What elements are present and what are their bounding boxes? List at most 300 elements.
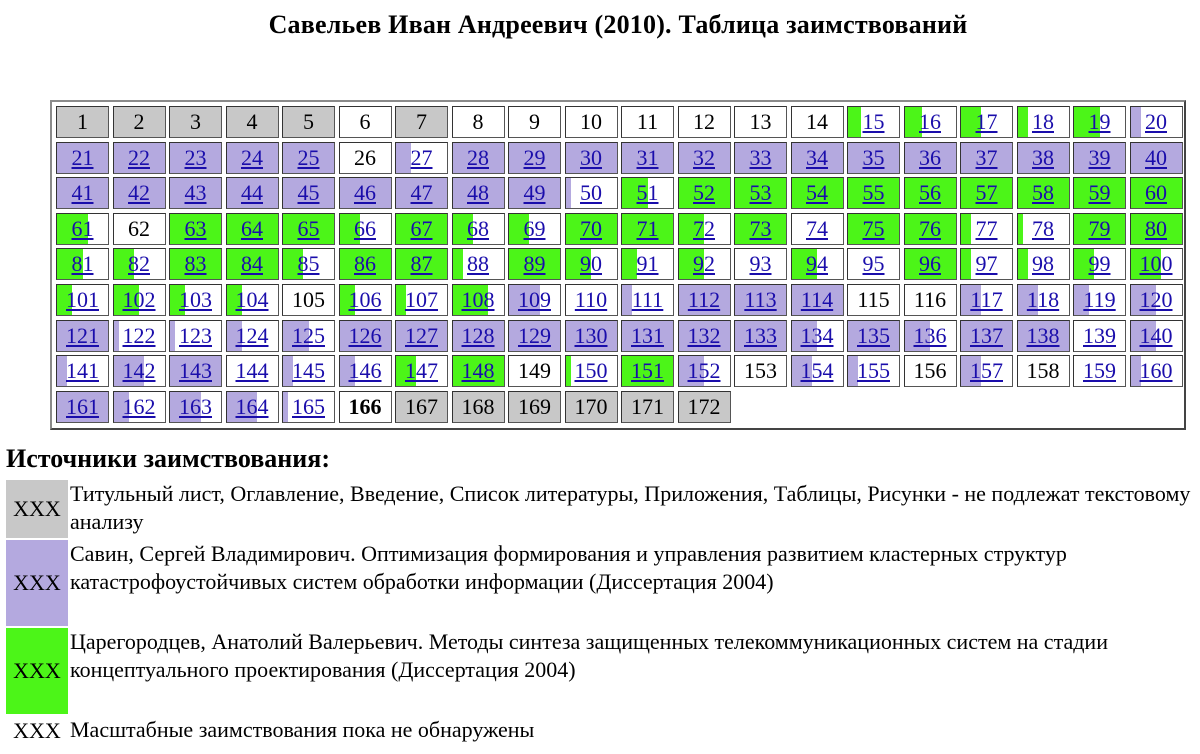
page-cell-117[interactable] xyxy=(960,284,1013,316)
page-number: 117 xyxy=(970,286,1003,312)
page-cell-137[interactable] xyxy=(960,320,1013,352)
page-cell-27[interactable] xyxy=(395,142,448,174)
page-cell-169 xyxy=(508,391,561,423)
page-number: 13 xyxy=(749,109,772,134)
page-number: 129 xyxy=(518,322,551,348)
legend-item-excluded xyxy=(6,480,1196,538)
page-number: 143 xyxy=(179,358,212,384)
page-cell-140[interactable] xyxy=(1130,320,1183,352)
page-number: 146 xyxy=(348,358,382,384)
page-cell-122[interactable] xyxy=(113,320,166,352)
page-number: 151 xyxy=(631,358,664,384)
page-number: 16 xyxy=(919,109,941,134)
page-cell-160[interactable] xyxy=(1130,355,1183,387)
page-number: 130 xyxy=(574,322,608,348)
page-cell-165[interactable] xyxy=(282,391,335,423)
page-number: 116 xyxy=(913,286,947,312)
pages-grid xyxy=(56,106,1184,423)
page-number: 10 xyxy=(580,109,602,134)
page-number: 100 xyxy=(1139,251,1173,277)
page-cell-30[interactable] xyxy=(565,142,618,174)
page-number: 168 xyxy=(461,393,495,419)
page-cell-120[interactable] xyxy=(1130,284,1183,316)
page-number: 17 xyxy=(975,109,998,134)
page-number: 44 xyxy=(241,180,263,206)
page-cell-28[interactable] xyxy=(452,142,505,174)
page-cell-16[interactable] xyxy=(904,106,957,138)
page-number: 169 xyxy=(518,393,551,419)
page-number: 67 xyxy=(410,215,433,241)
page-cell-59[interactable] xyxy=(1073,177,1126,209)
page-number: 5 xyxy=(303,109,314,134)
page-cell-164[interactable] xyxy=(226,391,279,423)
page-number: 98 xyxy=(1032,251,1054,277)
page-number: 18 xyxy=(1032,109,1054,134)
page-number: 144 xyxy=(235,358,269,384)
page-cell-2 xyxy=(113,106,166,138)
page-number: 21 xyxy=(71,144,94,170)
page-number: 82 xyxy=(128,251,150,277)
page-cell-148[interactable] xyxy=(452,355,505,387)
page-cell-34[interactable] xyxy=(791,142,844,174)
legend-swatch-gray: XXX xyxy=(6,480,68,538)
page-number: 87 xyxy=(410,251,433,277)
page-cell-130[interactable] xyxy=(565,320,618,352)
page-number: 40 xyxy=(1145,144,1167,170)
page-number: 46 xyxy=(354,180,376,206)
page-cell-125[interactable] xyxy=(282,320,335,352)
page-number: 80 xyxy=(1145,215,1167,241)
page-number: 154 xyxy=(800,358,834,384)
page-cell-106[interactable] xyxy=(339,284,392,316)
page-cell-95[interactable] xyxy=(847,248,900,280)
page-cell-103[interactable] xyxy=(169,284,222,316)
page-number: 60 xyxy=(1145,180,1167,206)
page-cell-20[interactable] xyxy=(1130,106,1183,138)
page-number: 135 xyxy=(857,322,890,348)
page-number: 70 xyxy=(580,215,602,241)
page-cell-83[interactable] xyxy=(169,248,222,280)
legend-swatch-green: XXX xyxy=(6,628,68,714)
borrow-fill xyxy=(170,321,175,351)
page-number: 31 xyxy=(636,144,659,170)
page-cell-49[interactable] xyxy=(508,177,561,209)
page-cell-31[interactable] xyxy=(621,142,674,174)
page-number: 66 xyxy=(354,215,376,241)
page-number: 165 xyxy=(292,393,325,419)
borrow-fill xyxy=(1131,107,1141,137)
page-number: 52 xyxy=(693,180,715,206)
page-cell-147[interactable] xyxy=(395,355,448,387)
legend-item-source-taregorodtsev xyxy=(6,628,1196,714)
borrow-fill xyxy=(114,321,119,351)
page-number: 142 xyxy=(122,358,156,384)
page-cell-19[interactable] xyxy=(1073,106,1126,138)
page-cell-121[interactable] xyxy=(56,320,109,352)
page-number: 120 xyxy=(1139,286,1173,312)
page-number: 123 xyxy=(179,322,212,348)
page-cell-68[interactable] xyxy=(452,213,505,245)
page-number: 126 xyxy=(348,322,382,348)
page-cell-58[interactable] xyxy=(1017,177,1070,209)
page-number: 167 xyxy=(405,393,438,419)
page-cell-32[interactable] xyxy=(678,142,731,174)
page-cell-172 xyxy=(678,391,731,423)
page-number: 136 xyxy=(913,322,947,348)
page-number: 153 xyxy=(744,358,777,384)
page-number: 72 xyxy=(693,215,715,241)
page-cell-115 xyxy=(847,284,900,316)
page-cell-61[interactable] xyxy=(56,213,109,245)
page-number: 68 xyxy=(467,215,489,241)
borrow-fill xyxy=(396,143,411,173)
page-number: 124 xyxy=(235,322,269,348)
page-cell-167 xyxy=(395,391,448,423)
page-cell-85[interactable] xyxy=(282,248,335,280)
page-number: 171 xyxy=(631,393,664,419)
page-cell-44[interactable] xyxy=(226,177,279,209)
page-cell-123[interactable] xyxy=(169,320,222,352)
page-cell-78[interactable] xyxy=(1017,213,1070,245)
page-number: 22 xyxy=(128,144,150,170)
page-number: 61 xyxy=(71,215,94,241)
page-cell-18[interactable] xyxy=(1017,106,1070,138)
page-cell-42[interactable] xyxy=(113,177,166,209)
page-cell-72[interactable] xyxy=(678,213,731,245)
page-cell-133[interactable] xyxy=(734,320,787,352)
page-cell-146[interactable] xyxy=(339,355,392,387)
page-number: 65 xyxy=(297,215,320,241)
page-number: 75 xyxy=(862,215,885,241)
page-number: 27 xyxy=(410,144,433,170)
page-cell-94[interactable] xyxy=(791,248,844,280)
page-number: 152 xyxy=(687,358,721,384)
legend-text: Царегородцев, Анатолий Валерьевич. Методы синтеза защищенных телекоммуникационных систем на стадии концептуального проектирования (Диссертация 2004) xyxy=(70,629,1108,682)
page-number: 23 xyxy=(184,144,207,170)
borrow-fill xyxy=(961,214,971,244)
page-cell-25[interactable] xyxy=(282,142,335,174)
page-cell-153 xyxy=(734,355,787,387)
page-cell-98[interactable] xyxy=(1017,248,1070,280)
page-number: 139 xyxy=(1083,322,1116,348)
page-cell-105 xyxy=(282,284,335,316)
page-cell-47[interactable] xyxy=(395,177,448,209)
page-number: 33 xyxy=(749,144,772,170)
page-cell-62 xyxy=(113,213,166,245)
page-cell-55[interactable] xyxy=(847,177,900,209)
page-number: 3 xyxy=(190,109,201,134)
page-cell-104[interactable] xyxy=(226,284,279,316)
page-number: 96 xyxy=(919,251,941,277)
page-cell-6 xyxy=(339,106,392,138)
page-cell-39[interactable] xyxy=(1073,142,1126,174)
page-number: 42 xyxy=(128,180,150,206)
page-number: 63 xyxy=(184,215,207,241)
page-number: 64 xyxy=(241,215,263,241)
page-number: 94 xyxy=(806,251,828,277)
page-cell-112[interactable] xyxy=(678,284,731,316)
page-cell-63[interactable] xyxy=(169,213,222,245)
page-cell-100[interactable] xyxy=(1130,248,1183,280)
page-number: 58 xyxy=(1032,180,1054,206)
page-cell-67[interactable] xyxy=(395,213,448,245)
page-cell-37[interactable] xyxy=(960,142,1013,174)
page-cell-113[interactable] xyxy=(734,284,787,316)
page-number: 164 xyxy=(235,393,269,419)
page-cell-66[interactable] xyxy=(339,213,392,245)
page-cell-119[interactable] xyxy=(1073,284,1126,316)
page-cell-41[interactable] xyxy=(56,177,109,209)
page-cell-52[interactable] xyxy=(678,177,731,209)
page-cell-99[interactable] xyxy=(1073,248,1126,280)
page-number: 160 xyxy=(1139,358,1173,384)
page-cell-50[interactable] xyxy=(565,177,618,209)
borrow-fill xyxy=(1018,214,1023,244)
page-number: 101 xyxy=(66,286,99,312)
page-cell-118[interactable] xyxy=(1017,284,1070,316)
legend-item-none xyxy=(6,716,1196,746)
page-number: 162 xyxy=(122,393,156,419)
page-cell-51[interactable] xyxy=(621,177,674,209)
page-cell-77[interactable] xyxy=(960,213,1013,245)
page-number: 34 xyxy=(806,144,828,170)
page-number: 128 xyxy=(461,322,495,348)
page-cell-10 xyxy=(565,106,618,138)
page-cell-129[interactable] xyxy=(508,320,561,352)
page-number: 57 xyxy=(975,180,998,206)
page-cell-81[interactable] xyxy=(56,248,109,280)
page-cell-5 xyxy=(282,106,335,138)
page-cell-53[interactable] xyxy=(734,177,787,209)
page-number: 9 xyxy=(529,109,540,134)
page-number: 25 xyxy=(297,144,320,170)
page-number: 158 xyxy=(1026,358,1060,384)
page-cell-56[interactable] xyxy=(904,177,957,209)
page-cell-132[interactable] xyxy=(678,320,731,352)
page-cell-102[interactable] xyxy=(113,284,166,316)
borrow-fill xyxy=(566,178,571,208)
page-cell-70[interactable] xyxy=(565,213,618,245)
page-cell-157[interactable] xyxy=(960,355,1013,387)
page-number: 37 xyxy=(975,144,998,170)
page-cell-111[interactable] xyxy=(621,284,674,316)
page-cell-143[interactable] xyxy=(169,355,222,387)
legend-heading: Источники заимствования: xyxy=(6,444,330,473)
page-number: 76 xyxy=(919,215,941,241)
page-cell-108[interactable] xyxy=(452,284,505,316)
page-cell-93[interactable] xyxy=(734,248,787,280)
page-cell-141[interactable] xyxy=(56,355,109,387)
page-cell-76[interactable] xyxy=(904,213,957,245)
page-cell-155[interactable] xyxy=(847,355,900,387)
page-cell-152[interactable] xyxy=(678,355,731,387)
page-number: 73 xyxy=(749,215,772,241)
page-cell-46[interactable] xyxy=(339,177,392,209)
page-cell-73[interactable] xyxy=(734,213,787,245)
page-cell-87[interactable] xyxy=(395,248,448,280)
page-number: 133 xyxy=(744,322,777,348)
page-cell-156 xyxy=(904,355,957,387)
page-cell-57[interactable] xyxy=(960,177,1013,209)
page-number: 38 xyxy=(1032,144,1054,170)
page-number: 155 xyxy=(857,358,890,384)
page-cell-114[interactable] xyxy=(791,284,844,316)
page-cell-154[interactable] xyxy=(791,355,844,387)
page-cell-92[interactable] xyxy=(678,248,731,280)
page-cell-8 xyxy=(452,106,505,138)
page-cell-116 xyxy=(904,284,957,316)
page-cell-163[interactable] xyxy=(169,391,222,423)
page-cell-45[interactable] xyxy=(282,177,335,209)
page-cell-107[interactable] xyxy=(395,284,448,316)
page-cell-71[interactable] xyxy=(621,213,674,245)
page-cell-12 xyxy=(678,106,731,138)
page-cell-150[interactable] xyxy=(565,355,618,387)
page-cell-23[interactable] xyxy=(169,142,222,174)
page-cell-69[interactable] xyxy=(508,213,561,245)
page-cell-22[interactable] xyxy=(113,142,166,174)
page-cell-126[interactable] xyxy=(339,320,392,352)
page-number: 97 xyxy=(975,251,998,277)
page-cell-131[interactable] xyxy=(621,320,674,352)
page-cell-60[interactable] xyxy=(1130,177,1183,209)
page-number: 166 xyxy=(348,393,382,419)
page-number: 12 xyxy=(693,109,715,134)
page-cell-17[interactable] xyxy=(960,106,1013,138)
page-cell-35[interactable] xyxy=(847,142,900,174)
page-cell-64[interactable] xyxy=(226,213,279,245)
page-cell-97[interactable] xyxy=(960,248,1013,280)
page-cell-159[interactable] xyxy=(1073,355,1126,387)
page-cell-101[interactable] xyxy=(56,284,109,316)
page-cell-4 xyxy=(226,106,279,138)
borrow-fill xyxy=(283,392,288,422)
page-number: 149 xyxy=(518,358,551,384)
page-number: 83 xyxy=(184,251,207,277)
page-number: 109 xyxy=(518,286,551,312)
page-number: 157 xyxy=(970,358,1003,384)
page-number: 49 xyxy=(523,180,546,206)
borrow-fill xyxy=(1018,249,1028,279)
page-number: 56 xyxy=(919,180,941,206)
page-cell-89[interactable] xyxy=(508,248,561,280)
page-number: 118 xyxy=(1026,286,1060,312)
page-number: 107 xyxy=(405,286,438,312)
page-cell-40[interactable] xyxy=(1130,142,1183,174)
page-number: 125 xyxy=(292,322,325,348)
page-number: 55 xyxy=(862,180,885,206)
page-cell-151[interactable] xyxy=(621,355,674,387)
page-cell-90[interactable] xyxy=(565,248,618,280)
page-number: 111 xyxy=(631,286,664,312)
page-cell-84[interactable] xyxy=(226,248,279,280)
page-cell-110[interactable] xyxy=(565,284,618,316)
page-cell-38[interactable] xyxy=(1017,142,1070,174)
page-cell-82[interactable] xyxy=(113,248,166,280)
page-cell-124[interactable] xyxy=(226,320,279,352)
page-number: 43 xyxy=(184,180,207,206)
page-cell-48[interactable] xyxy=(452,177,505,209)
page-cell-109[interactable] xyxy=(508,284,561,316)
page-number: 119 xyxy=(1083,286,1116,312)
page-cell-128[interactable] xyxy=(452,320,505,352)
page-cell-158 xyxy=(1017,355,1070,387)
page-cell-139[interactable] xyxy=(1073,320,1126,352)
page-cell-136[interactable] xyxy=(904,320,957,352)
page-cell-142[interactable] xyxy=(113,355,166,387)
page-number: 4 xyxy=(246,109,258,134)
page-number: 150 xyxy=(574,358,608,384)
page-cell-79[interactable] xyxy=(1073,213,1126,245)
page-number: 71 xyxy=(636,215,659,241)
page-cell-74[interactable] xyxy=(791,213,844,245)
page-cell-96[interactable] xyxy=(904,248,957,280)
page-cell-88[interactable] xyxy=(452,248,505,280)
page-cell-80[interactable] xyxy=(1130,213,1183,245)
page-number: 8 xyxy=(472,109,484,134)
page-number: 122 xyxy=(122,322,156,348)
page-cell-1 xyxy=(56,106,109,138)
page-number: 147 xyxy=(405,358,438,384)
page-cell-29[interactable] xyxy=(508,142,561,174)
page-cell-75[interactable] xyxy=(847,213,900,245)
page-number: 99 xyxy=(1088,251,1111,277)
page-cell-43[interactable] xyxy=(169,177,222,209)
page-cell-15[interactable] xyxy=(847,106,900,138)
page-cell-134[interactable] xyxy=(791,320,844,352)
page-number: 62 xyxy=(128,215,150,241)
borrow-fill xyxy=(453,249,463,279)
page-cell-24[interactable] xyxy=(226,142,279,174)
page-cell-144[interactable] xyxy=(226,355,279,387)
page-cell-36[interactable] xyxy=(904,142,957,174)
page-cell-33[interactable] xyxy=(734,142,787,174)
page-number: 105 xyxy=(292,286,325,312)
page-number: 11 xyxy=(636,109,659,134)
borrow-fill xyxy=(1018,107,1028,137)
page-number: 28 xyxy=(467,144,489,170)
page-number: 20 xyxy=(1145,109,1167,134)
legend-text: Масштабные заимствования пока не обнаружены xyxy=(70,717,535,742)
page-cell-54[interactable] xyxy=(791,177,844,209)
page-cell-135[interactable] xyxy=(847,320,900,352)
page-number: 106 xyxy=(348,286,382,312)
page-cell-65[interactable] xyxy=(282,213,335,245)
page-cell-14 xyxy=(791,106,844,138)
page-number: 161 xyxy=(66,393,99,419)
page-number: 110 xyxy=(574,286,608,312)
page-cell-7 xyxy=(395,106,448,138)
page-number: 172 xyxy=(687,393,721,419)
page-cell-91[interactable] xyxy=(621,248,674,280)
page-number: 30 xyxy=(580,144,602,170)
page-cell-145[interactable] xyxy=(282,355,335,387)
page-cell-138[interactable] xyxy=(1017,320,1070,352)
page-cell-127[interactable] xyxy=(395,320,448,352)
page-number: 121 xyxy=(66,322,99,348)
page-cell-161[interactable] xyxy=(56,391,109,423)
page-number: 156 xyxy=(913,358,947,384)
page-cell-170 xyxy=(565,391,618,423)
legend-swatch-white: XXX xyxy=(6,716,68,746)
page-cell-86[interactable] xyxy=(339,248,392,280)
page-number: 41 xyxy=(71,180,94,206)
page-cell-21[interactable] xyxy=(56,142,109,174)
page-cell-162[interactable] xyxy=(113,391,166,423)
legend-text: Титульный лист, Оглавление, Введение, Список литературы, Приложения, Таблицы, Рисунки - не подлежат текстовому анализу xyxy=(70,481,1191,534)
page-number: 7 xyxy=(416,109,427,134)
borrow-fill xyxy=(961,249,971,279)
